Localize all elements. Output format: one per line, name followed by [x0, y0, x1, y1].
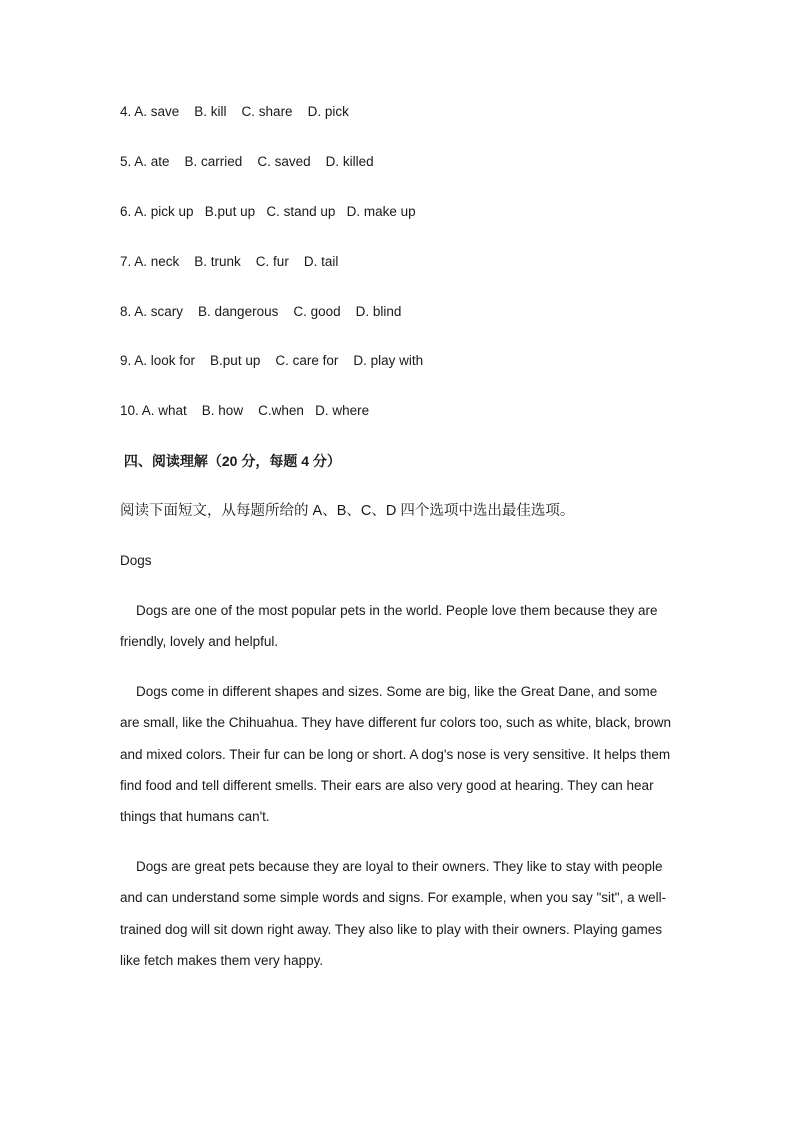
instruction-text: 阅读下面短文，从每题所给的 A、B、C、D 四个选项中选出最佳选项。 — [120, 503, 575, 519]
option-line-8: 8. A. scary B. dangerous C. good D. blind — [120, 304, 402, 319]
paragraph-1: Dogs are one of the most popular pets in the world. People love them because they are friendly, lovely and helpful. — [120, 603, 658, 650]
option-line-5: 5. A. ate B. carried C. saved D. killed — [120, 154, 374, 169]
paragraph-2: Dogs come in different shapes and sizes. Some are big, like the Great Dane, and some are small, like the Chihuahua. They have different fur colors too, such as white, black, brown and mixed colors. Their fur can be long or short. A dog's nose is very sensitive. It helps them find food and tell different smells. Their ears are also very good at hearing. They can hear things that humans can't. — [120, 684, 672, 825]
section-heading: 四、阅读理解（20 分，每题 4 分） — [120, 453, 341, 469]
option-line-6: 6. A. pick up B.put up C. stand up D. make up — [120, 204, 416, 219]
option-line-7: 7. A. neck B. trunk C. fur D. tail — [120, 254, 339, 269]
passage-title: Dogs — [120, 553, 152, 568]
option-line-10: 10. A. what B. how C.when D. where — [120, 403, 370, 418]
paragraph-3: Dogs are great pets because they are loyal to their owners. They like to stay with people and can understand some simple words and signs. For example, when you say "sit", a well-trained dog will sit down right away. They also like to play with their owners. Playing games like fetch makes them very happy. — [120, 859, 667, 968]
option-line-9: 9. A. look for B.put up C. care for D. play with — [120, 353, 424, 368]
option-line-4: 4. A. save B. kill C. share D. pick — [120, 104, 349, 119]
